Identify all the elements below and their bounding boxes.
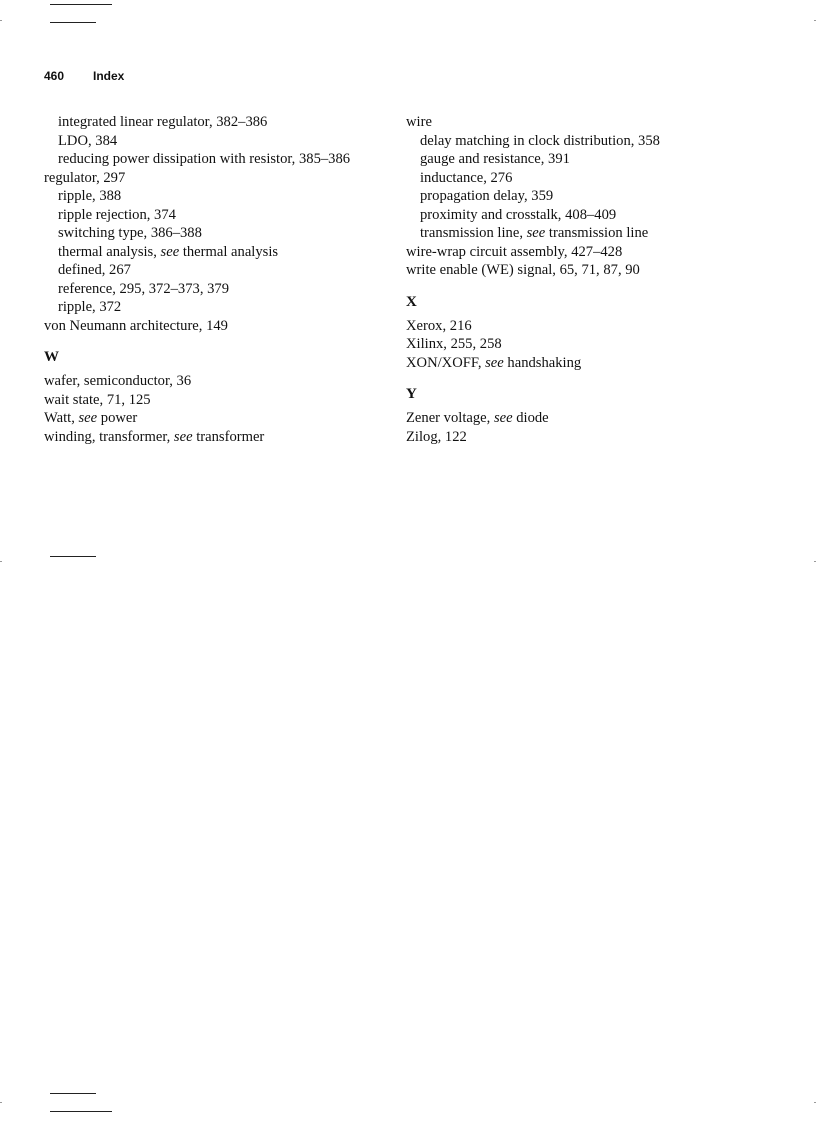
index-subentry: defined, 267: [58, 262, 131, 278]
entry-text: thermal analysis,: [58, 243, 161, 260]
crop-mark: [50, 4, 112, 5]
index-entry: Zilog, 122: [406, 428, 467, 445]
index-entry: wire: [406, 114, 432, 130]
index-subentry: LDO, 384: [58, 132, 118, 149]
index-subentry: switching type, 386–388: [58, 225, 202, 241]
index-subentry: [44, 243, 389, 262]
index-subentry: ripple rejection, 374: [58, 206, 176, 223]
crop-mark: [50, 556, 96, 557]
see-reference: see: [173, 428, 193, 445]
entry-target: handshaking: [503, 354, 582, 371]
crop-mark: [50, 1111, 112, 1112]
index-entry: wafer, semiconductor, 36: [44, 373, 192, 389]
entry-target: power: [97, 410, 138, 426]
index-entry: [406, 354, 776, 373]
index-subentry: ripple, 372: [58, 299, 122, 315]
edge-tick: [0, 1102, 2, 1103]
index-entry: wait state, 71, 125: [44, 391, 151, 408]
entry-target: transmission line: [545, 225, 649, 241]
index-subentry: reference, 295, 372–373, 379: [58, 280, 230, 297]
index-column-left: [44, 113, 389, 446]
crop-mark: [50, 22, 96, 23]
index-subentry: integrated linear regulator, 382–386: [58, 114, 268, 130]
index-column-right: [406, 113, 776, 446]
entry-text: transmission line,: [420, 225, 527, 241]
section-title: Index: [93, 69, 125, 83]
entry-target: thermal analysis: [179, 243, 279, 260]
entry-target: diode: [512, 410, 549, 426]
index-entry: write enable (WE) signal, 65, 71, 87, 90: [406, 262, 640, 278]
index-subentry: propagation delay, 359: [420, 188, 554, 204]
index-subentry: proximity and crosstalk, 408–409: [420, 206, 617, 223]
index-entry: Xilinx, 255, 258: [406, 336, 502, 352]
index-subentry: gauge and resistance, 391: [420, 151, 570, 167]
index-entry: regulator, 297: [44, 169, 126, 186]
edge-tick: [0, 20, 2, 21]
entry-text: winding, transformer,: [44, 428, 174, 445]
index-subentry: delay matching in clock distribution, 358: [420, 132, 660, 149]
see-reference: see: [485, 354, 504, 371]
index-subentry: inductance, 276: [420, 169, 513, 186]
entry-text: XON/XOFF,: [406, 354, 486, 371]
page-number: 460: [44, 69, 65, 83]
index-letter-heading: X: [406, 293, 417, 310]
index-letter-heading: W: [44, 349, 59, 365]
running-head: [44, 69, 124, 83]
see-reference: see: [78, 410, 98, 426]
see-reference: see: [526, 225, 546, 241]
index-letter-heading: Y: [406, 386, 417, 402]
index-entry: [406, 409, 776, 428]
entry-target: transformer: [192, 428, 265, 445]
index-subentry: reducing power dissipation with resistor, 385–386: [58, 151, 351, 167]
index-entry: Xerox, 216: [406, 317, 472, 334]
entry-text: Zener voltage,: [406, 410, 494, 426]
see-reference: see: [160, 243, 180, 260]
index-entry: [44, 428, 389, 447]
edge-tick: [0, 561, 2, 562]
index-entry: von Neumann architecture, 149: [44, 317, 228, 334]
index-entry: [44, 409, 389, 428]
index-subentry: ripple, 388: [58, 188, 122, 204]
crop-mark: [50, 1093, 96, 1094]
index-subentry: [406, 224, 776, 243]
index-entry: wire-wrap circuit assembly, 427–428: [406, 243, 623, 260]
entry-text: Watt,: [44, 410, 79, 426]
see-reference: see: [493, 410, 513, 426]
